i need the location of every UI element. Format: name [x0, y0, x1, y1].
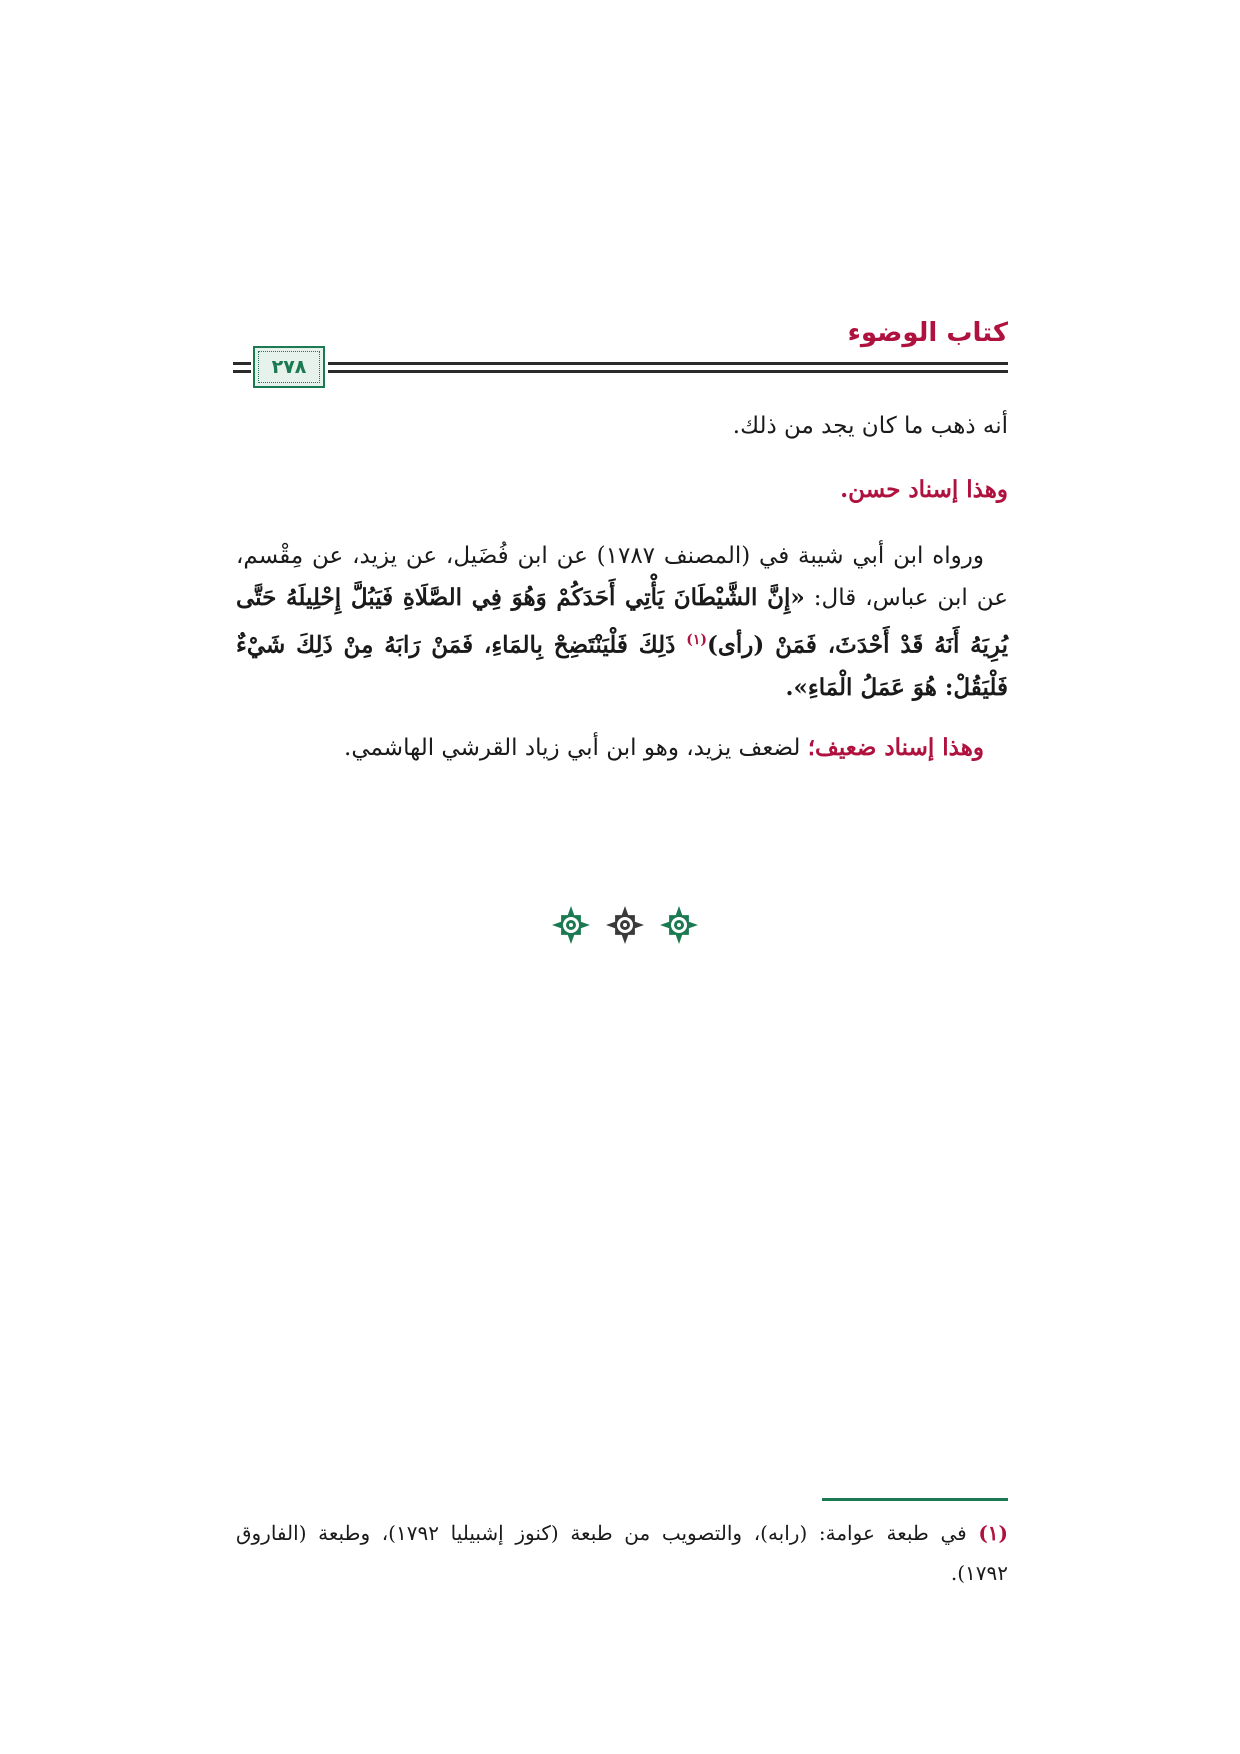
hadith-text-part-1: «إِنَّ الشَّيْطَانَ يَأْتِي أَحَدَكُمْ وَهُوَ فِي الصَّلَاةِ فَيَبُلَّ إِحْلِيلَهُ حَتَّى يُرِيَهُ أَنَهُ قَدْ أَحْدَثَ، فَمَنْ (رأى) [236, 584, 1009, 659]
footnote [236, 1513, 1008, 1593]
page-header [233, 310, 1008, 390]
header-rule-left-top [233, 362, 251, 365]
isnad-note-hasan: وهذا إسناد حسن. [840, 476, 1008, 503]
star-flower-ornament-icon [605, 905, 645, 945]
header-rule-bottom [328, 370, 1008, 373]
page-number-badge [253, 346, 325, 388]
page-number: ٢٧٨ [271, 356, 307, 378]
footnote-marker: (١) [978, 1521, 1008, 1545]
star-flower-ornament-icon [659, 905, 699, 945]
isnad-grade-label: وهذا إسناد ضعيف؛ [807, 733, 984, 761]
footnote-text: في طبعة عوامة: (رابه)، والتصويب من طبعة (كنوز إشبيليا ١٧٩٢)، وطبعة (الفاروق ١٧٩٢). [236, 1521, 1008, 1585]
page-body [236, 405, 1008, 769]
narration-paragraph [236, 535, 1008, 709]
section-divider-ornaments [520, 905, 730, 949]
footnote-reference[interactable]: (١) [686, 632, 708, 648]
book-title: كتاب الوضوء [847, 318, 1008, 348]
narration-intro: ورواه ابن أبي شيبة في (المصنف ١٧٨٧) عن ابن فُضَيل، عن يزيد، عن مِقْسم، عن ابن عباس، قال: [236, 543, 1008, 611]
body-line-1: أنه ذهب ما كان يجد من ذلك. [732, 413, 1008, 439]
star-flower-ornament-icon [551, 905, 591, 945]
footnote-separator [822, 1498, 1008, 1501]
isnad-grade-text: لضعف يزيد، وهو ابن أبي زياد القرشي الهاشمي. [344, 734, 808, 761]
hadith-text-part-2: ذَلِكَ فَلْيَنْتَضِحْ بِالمَاءِ، فَمَنْ رَابَهُ مِنْ ذَلِكَ شَيْءٌ فَلْيَقُلْ: هُوَ عَمَلُ الْمَاءِ». [236, 631, 1008, 701]
header-rule-left-bottom [233, 370, 251, 373]
isnad-grade-paragraph [236, 727, 1008, 769]
header-rule-top [328, 362, 1008, 365]
